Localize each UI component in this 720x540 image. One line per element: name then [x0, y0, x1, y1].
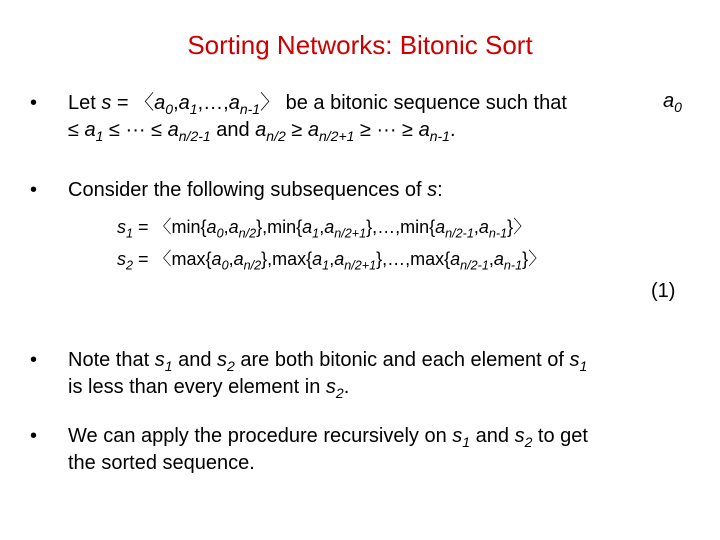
bullet-1-line-2: ≤ $a_1$ ≤ ··· ≤ $a_{n/2-1}$ and $a_{n/2} \ge a_{n/2+1}$ ≥ ··· ≥ $a_{n-1}$.: [68, 119, 456, 144]
bullet-4-text: [68, 423, 588, 477]
bullet-marker: •: [30, 92, 38, 114]
equation-number: (1): [651, 280, 676, 302]
bullet-3-text: [68, 347, 587, 401]
subsequence-s1: $s_1$ = 〈$\min\{a_0,a_{n/2}\},\min\{a_1,a_{n/2+1}\},\dots,\min\{a_{n/2-1},a_{n-1}\}$〉: [117, 217, 532, 241]
bullet-1-line-1: Let s = 〈$a_0,a_1,\dots,a_{n-1}$〉 be a bitonic sequence such that: [68, 92, 567, 117]
bullet-3-line-1: Note that $s_1$ and $s_2$ are both bitonic and each element of $s_1$: [68, 349, 588, 374]
bullet-marker: •: [30, 425, 38, 447]
slide-title: Sorting Networks: Bitonic Sort: [187, 30, 533, 60]
bullet-2-text: [68, 177, 443, 204]
bullet-4-line-2: the sorted sequence.: [68, 452, 255, 474]
bullet-3-line-2: is less than every element in $s_2$.: [68, 376, 350, 401]
bullet-2-line-1: Consider the following subsequences of s:: [68, 179, 443, 201]
bullet-1-right-term: $a_0$: [663, 90, 682, 115]
bullet-4-line-1: We can apply the procedure recursively on $s_1$ and $s_2$ to get: [68, 425, 588, 450]
subsequence-s2: $s_2$ = 〈$\max\{a_0,a_{n/2}\},\max\{a_1,a_{n/2+1}\},\dots,\max\{a_{n/2-1},a_{n-1}\}$〉: [117, 249, 547, 273]
bullet-marker: •: [30, 179, 38, 201]
bullet-1-text: [68, 90, 567, 144]
bullet-marker: •: [30, 349, 38, 371]
